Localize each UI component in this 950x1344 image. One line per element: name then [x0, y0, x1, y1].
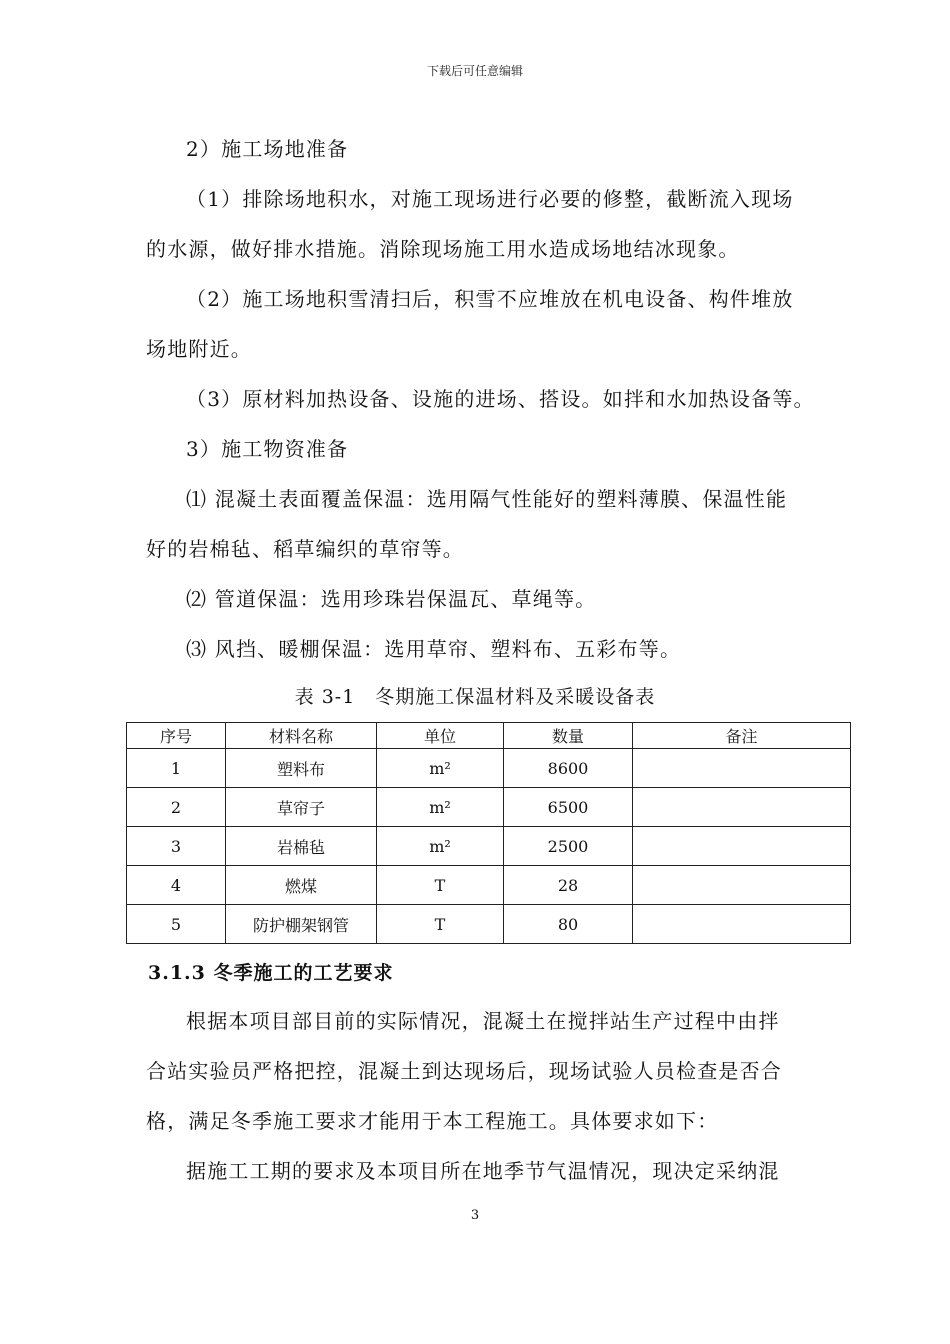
paragraph-line: 场地附近。 — [146, 337, 252, 361]
column-header: 备注 — [633, 723, 851, 749]
table-cell — [633, 749, 851, 788]
table-row — [127, 866, 851, 905]
table-row — [127, 827, 851, 866]
table-cell: 3 — [127, 827, 226, 866]
table-row — [127, 905, 851, 944]
column-header: 单位 — [377, 723, 504, 749]
paragraph-line: 的水源，做好排水措施。消除现场施工用水造成场地结冰现象。 — [146, 237, 740, 261]
table-cell — [633, 788, 851, 827]
table-row — [127, 749, 851, 788]
table-cell: 4 — [127, 866, 226, 905]
page-number: 3 — [470, 1208, 480, 1223]
paragraph-line: ⑵ 管道保温：选用珍珠岩保温瓦、草绳等。 — [186, 587, 597, 611]
table-cell: 岩棉毡 — [226, 827, 377, 866]
materials-table — [126, 722, 851, 944]
paragraph-line: （1）排除场地积水，对施工现场进行必要的修整，截断流入现场 — [186, 187, 794, 211]
column-header: 数量 — [504, 723, 633, 749]
table-cell: m² — [377, 788, 504, 827]
table-cell — [633, 866, 851, 905]
column-header: 材料名称 — [226, 723, 377, 749]
table-cell: 燃煤 — [226, 866, 377, 905]
paragraph-line: （2）施工场地积雪清扫后，积雪不应堆放在机电设备、构件堆放 — [186, 287, 794, 311]
section-heading: 3.1.3 冬季施工的工艺要求 — [148, 962, 394, 984]
table-row — [127, 788, 851, 827]
table-cell: 2 — [127, 788, 226, 827]
table-cell: 28 — [504, 866, 633, 905]
table-caption: 表 3-1 冬期施工保温材料及采暖设备表 — [294, 686, 656, 708]
table-cell: 2500 — [504, 827, 633, 866]
table-cell: T — [377, 905, 504, 944]
column-header: 序号 — [127, 723, 226, 749]
table-cell: m² — [377, 827, 504, 866]
paragraph-line: ⑴ 混凝土表面覆盖保温：选用隔气性能好的塑料薄膜、保温性能 — [186, 487, 788, 511]
paragraph-line: 好的岩棉毡、稻草编织的草帘等。 — [146, 537, 464, 561]
table-cell: 塑料布 — [226, 749, 377, 788]
paragraph-line: ⑶ 风挡、暖棚保温：选用草帘、塑料布、五彩布等。 — [186, 637, 682, 661]
table-cell: T — [377, 866, 504, 905]
table-cell: 80 — [504, 905, 633, 944]
table-cell — [633, 827, 851, 866]
table-cell: 6500 — [504, 788, 633, 827]
subsection-materials-preparation: 3）施工物资准备 — [186, 437, 349, 461]
table-header-row — [127, 723, 851, 749]
table-cell: 草帘子 — [226, 788, 377, 827]
page-header: 下载后可任意编辑 — [426, 64, 523, 78]
table-cell — [633, 905, 851, 944]
paragraph-line: （3）原材料加热设备、设施的进场、搭设。如拌和水加热设备等。 — [186, 387, 815, 411]
table-cell: 防护棚架钢管 — [226, 905, 377, 944]
paragraph-line: 合站实验员严格把控，混凝土到达现场后，现场试验人员检查是否合 — [146, 1059, 782, 1083]
table-cell: 1 — [127, 749, 226, 788]
paragraph-line: 根据本项目部目前的实际情况，混凝土在搅拌站生产过程中由拌 — [186, 1009, 780, 1033]
paragraph-line: 格，满足冬季施工要求才能用于本工程施工。具体要求如下： — [146, 1109, 719, 1133]
paragraph-line: 据施工工期的要求及本项目所在地季节气温情况，现决定采纳混 — [186, 1159, 780, 1183]
subsection-site-preparation: 2）施工场地准备 — [186, 137, 349, 161]
table-cell: 8600 — [504, 749, 633, 788]
table-cell: m² — [377, 749, 504, 788]
table-cell: 5 — [127, 905, 226, 944]
